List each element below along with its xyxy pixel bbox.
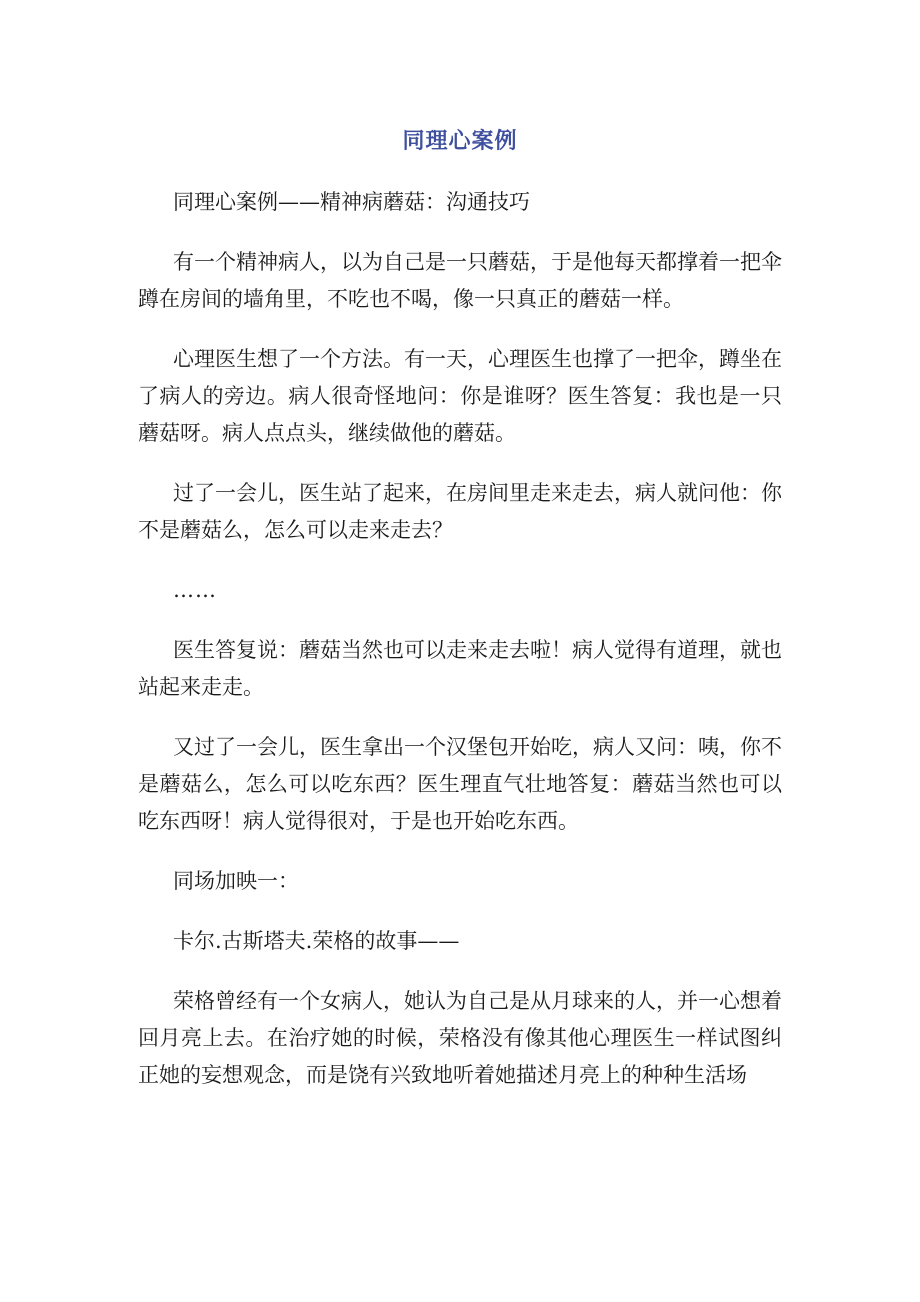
document-body bbox=[138, 184, 782, 1117]
document-title: 同理心案例 bbox=[402, 129, 518, 154]
paragraph-2: 心理医生想了一个方法。有一天，心理医生也撑了一把伞，蹲坐在了病人的旁边。病人很奇怪地问：你是谁呀？医生答复：我也是一只蘑菇呀。病人点点头，继续做他的蘑菇。 bbox=[138, 347, 782, 445]
paragraph-story-heading: 卡尔.古斯塔夫.荣格的故事—— bbox=[173, 929, 460, 953]
paragraph-subtitle: 同理心案例——精神病蘑菇：沟通技巧 bbox=[173, 190, 530, 214]
paragraph-6: 荣格曾经有一个女病人，她认为自己是从月球来的人，并一心想着回月亮上去。在治疗她的时候，荣格没有像其他心理医生一样试图纠正她的妄想观念，而是饶有兴致地听着她描述月亮上的种种生活场 bbox=[138, 989, 782, 1087]
paragraph-ellipsis: …… bbox=[173, 578, 217, 602]
paragraph-3: 过了一会儿，医生站了起来，在房间里走来走去，病人就问他：你不是蘑菇么，怎么可以走来走去？ bbox=[138, 481, 782, 542]
paragraph-1: 有一个精神病人，以为自己是一只蘑菇，于是他每天都撑着一把伞蹲在房间的墙角里，不吃也不喝，像一只真正的蘑菇一样。 bbox=[138, 250, 782, 311]
paragraph-section-label: 同场加映一： bbox=[173, 869, 299, 893]
paragraph-5: 又过了一会儿，医生拿出一个汉堡包开始吃，病人又问：咦，你不是蘑菇么，怎么可以吃东西？医生理直气壮地答复：蘑菇当然也可以吃东西呀！病人觉得很对，于是也开始吃东西。 bbox=[138, 735, 782, 833]
paragraph-4: 医生答复说：蘑菇当然也可以走来走去啦！病人觉得有道理，就也站起来走走。 bbox=[138, 638, 782, 699]
